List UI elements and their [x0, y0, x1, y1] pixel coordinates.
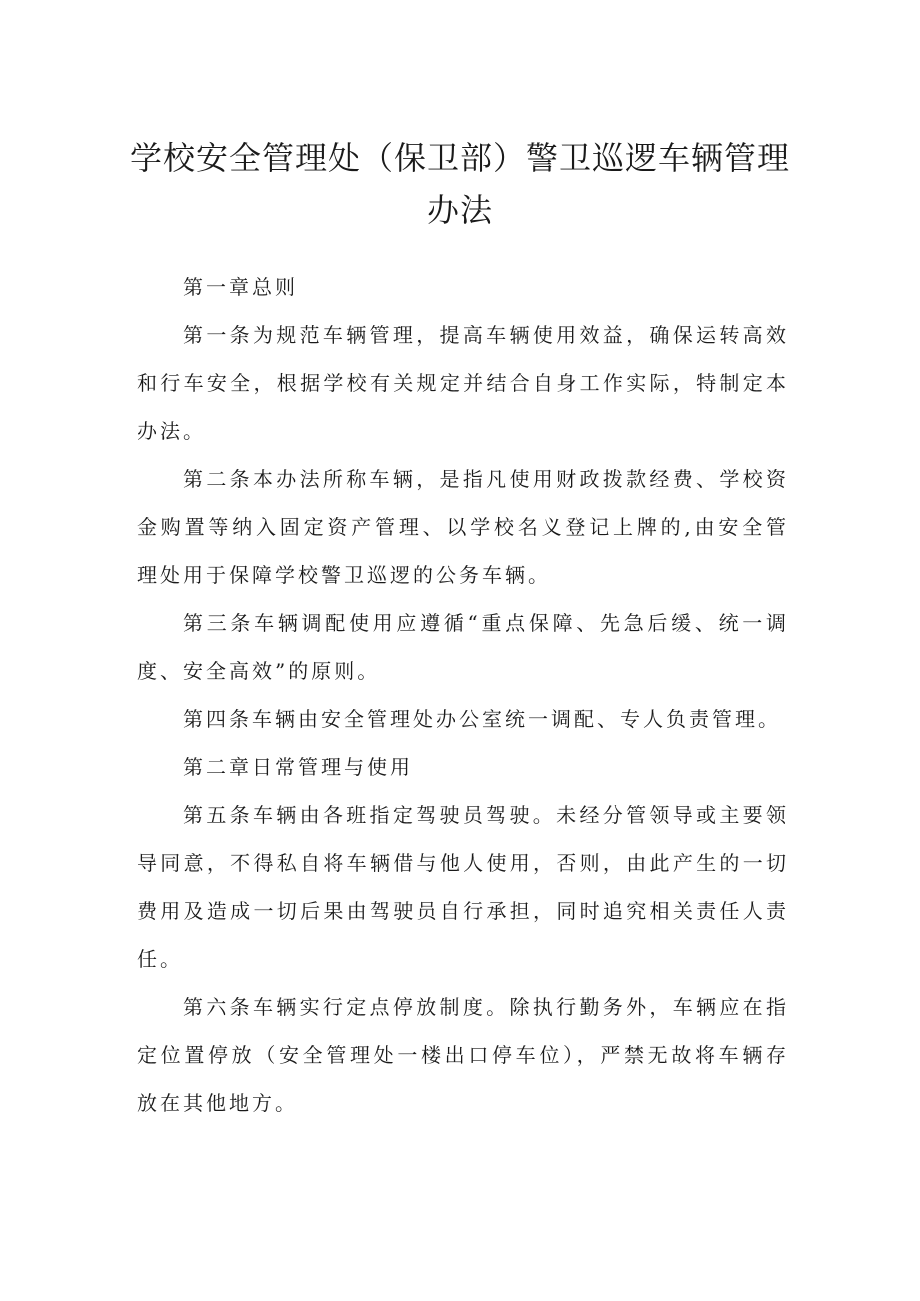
article-3: 第三条车辆调配使用应遵循“重点保障、先急后缓、统一调度、安全高效”的原则。: [137, 611, 789, 683]
article-2: 第二条本办法所称车辆，是指凡使用财政拨款经费、学校资金购置等纳入固定资产管理、以学校名义登记上牌的,由安全管理处用于保障学校警卫巡逻的公务车辆。: [137, 467, 789, 587]
chapter-heading-2: 第二章日常管理与使用: [183, 755, 413, 779]
document-body: [137, 263, 789, 1127]
article-5: 第五条车辆由各班指定驾驶员驾驶。未经分管领导或主要领导同意，不得私自将车辆借与他人使用，否则，由此产生的一切费用及造成一切后果由驾驶员自行承担，同时追究相关责任人责任。: [137, 803, 789, 971]
article-4: 第四条车辆由安全管理处办公室统一调配、专人负责管理。: [183, 707, 781, 731]
article-6: 第六条车辆实行定点停放制度。除执行勤务外，车辆应在指定位置停放（安全管理处一楼出口停车位），严禁无故将车辆存放在其他地方。: [137, 995, 789, 1115]
document-title: [120, 132, 800, 236]
title-line-1: 学校安全管理处（保卫部）警卫巡逻车辆管理: [129, 139, 790, 177]
title-line-2: 办法: [426, 191, 493, 229]
article-1: 第一条为规范车辆管理，提高车辆使用效益，确保运转高效和行车安全，根据学校有关规定并结合自身工作实际，特制定本办法。: [137, 323, 789, 443]
chapter-heading-1: 第一章总则: [183, 275, 298, 299]
